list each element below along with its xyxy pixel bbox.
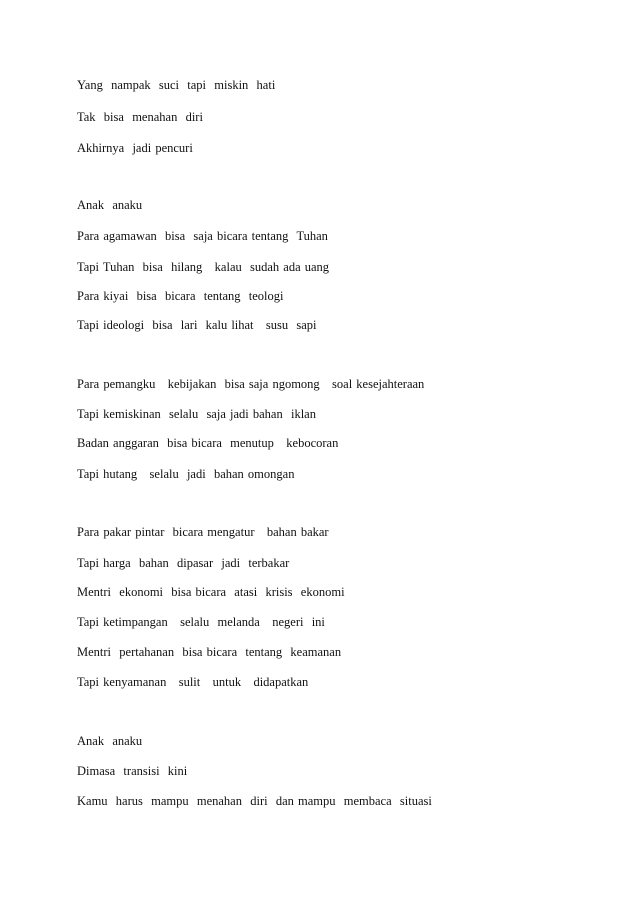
poem-line: Badan anggaran bisa bicara menutup kebocoran xyxy=(77,436,339,450)
poem-line: Para kiyai bisa bicara tentang teologi xyxy=(77,289,284,303)
poem-line: Kamu harus mampu menahan diri dan mampu membaca situasi xyxy=(77,794,432,808)
poem-line: Tak bisa menahan diri xyxy=(77,110,203,124)
poem-line: Anak anaku xyxy=(77,198,143,212)
poem-line: Tapi ketimpangan selalu melanda negeri ini xyxy=(77,615,325,629)
poem-line: Mentri pertahanan bisa bicara tentang keamanan xyxy=(77,645,342,659)
poem-line: Akhirnya jadi pencuri xyxy=(77,141,193,155)
poem-line: Para agamawan bisa saja bicara tentang Tuhan xyxy=(77,229,328,243)
poem-line: Tapi Tuhan bisa hilang kalau sudah ada uang xyxy=(77,260,330,274)
poem-line: Dimasa transisi kini xyxy=(77,764,188,778)
poem-line: Para pakar pintar bicara mengatur bahan bakar xyxy=(77,525,329,539)
poem-line: Anak anaku xyxy=(77,734,143,748)
poem-line: Tapi kemiskinan selalu saja jadi bahan iklan xyxy=(77,407,316,421)
poem-line: Mentri ekonomi bisa bicara atasi krisis ekonomi xyxy=(77,585,345,599)
poem-line: Tapi harga bahan dipasar jadi terbakar xyxy=(77,556,290,570)
poem-line: Para pemangku kebijakan bisa saja ngomong soal kesejahteraan xyxy=(77,377,425,391)
poem-line: Tapi hutang selalu jadi bahan omongan xyxy=(77,467,295,481)
poem-line: Tapi kenyamanan sulit untuk didapatkan xyxy=(77,675,309,689)
poem-line: Yang nampak suci tapi miskin hati xyxy=(77,78,276,92)
poem-line: Tapi ideologi bisa lari kalu lihat susu sapi xyxy=(77,318,317,332)
